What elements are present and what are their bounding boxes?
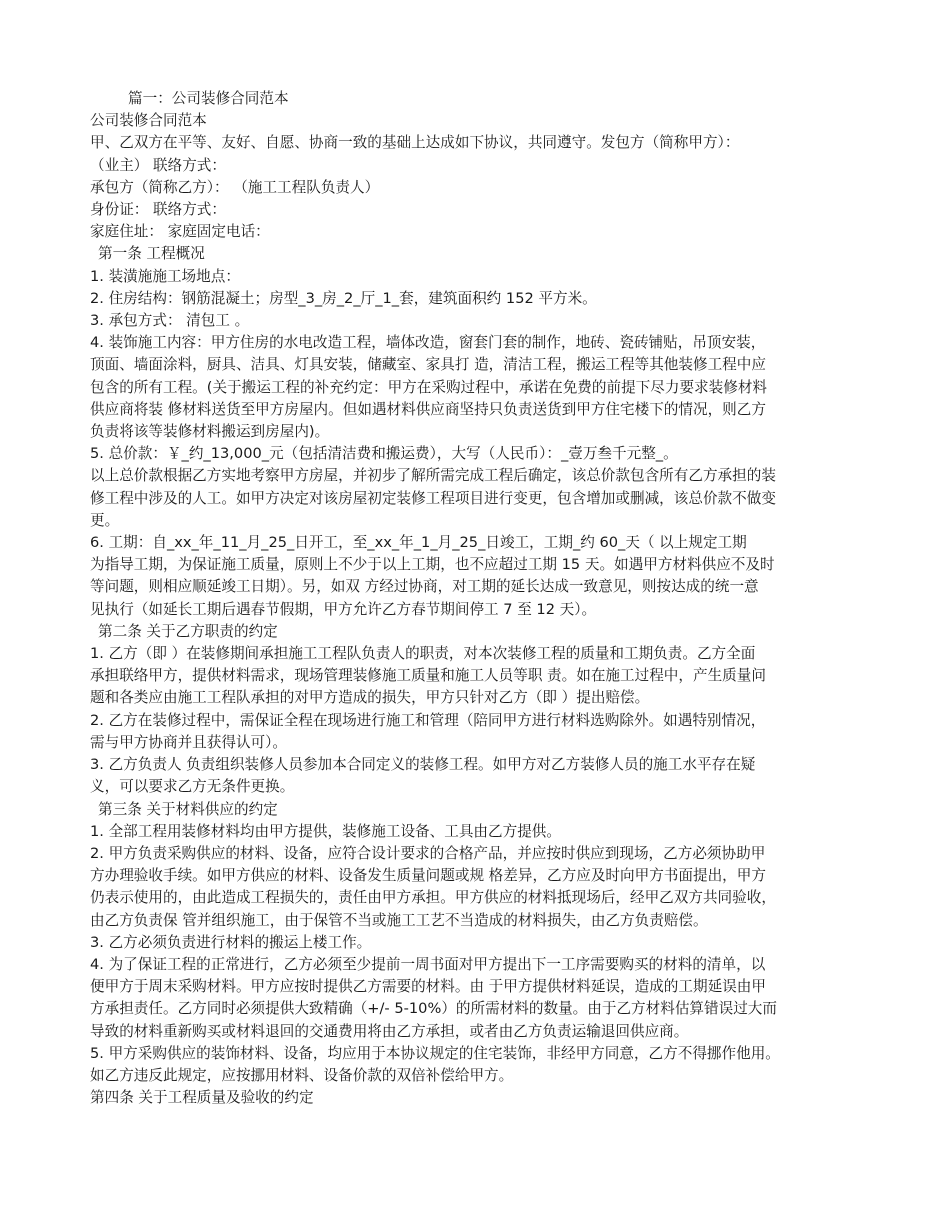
document-title: 公司装修合同范本 <box>90 112 207 130</box>
text-line: （业主） 联络方式： <box>90 156 226 174</box>
text-line: 包含的所有工程。(关于搬运工程的补充约定：甲方在采购过程中，承诺在免费的前提下尽力要求装修材料 <box>90 378 768 396</box>
text-line: 家庭住址： 家庭固定电话： <box>90 223 270 241</box>
text-line: 题和各类应由施工工程队承担的对甲方造成的损失，甲方只针对乙方（即 ）提出赔偿。 <box>90 689 650 707</box>
text-line: 2. 甲方负责采购供应的材料、设备，应符合设计要求的合格产品，并应按时供应到现场，乙方必须协助甲 <box>90 844 766 862</box>
text-line: 仍表示使用的，由此造成工程损失的，责任由甲方承担。甲方供应的材料抵现场后，经甲乙双方共同验收， <box>90 889 776 907</box>
article-heading: 第三条 关于材料供应的约定 <box>98 800 278 818</box>
article-heading: 第一条 工程概况 <box>98 245 205 263</box>
contract-document <box>90 88 872 1109</box>
text-line: 修工程中涉及的人工。如甲方决定对该房屋初定装修工程项目进行变更，包含增加或删减，该总价款不做变 <box>90 489 776 507</box>
text-line: 2. 乙方在装修过程中，需保证全程在现场进行施工和管理（陪同甲方进行材料选购除外。如遇特别情况， <box>90 711 766 729</box>
text-line: 见执行（如延长工期后遇春节假期，甲方允许乙方春节期间停工 7 至 12 天）。 <box>90 600 597 618</box>
text-line: 甲、乙双方在平等、友好、自愿、协商一致的基础上达成如下协议，共同遵守。发包方（简称甲方）： <box>90 134 740 152</box>
text-line: 方承担责任。乙方同时必须提供大致精确（+/- 5-10%）的所需材料的数量。由于乙方材料估算错误过大而 <box>90 1000 777 1018</box>
text-line: 便甲方于周末采购材料。甲方应按时提供乙方需要的材料。由 于甲方提供材料延误，造成的工期延误由甲 <box>90 978 766 996</box>
text-line: 以上总价款根据乙方实地考察甲方房屋，并初步了解所需完成工程后确定，该总价款包含所有乙方承担的装 <box>90 467 776 485</box>
article-heading: 第四条 关于工程质量及验收的约定 <box>90 1089 314 1107</box>
text-line: 3. 乙方必须负责进行材料的搬运上楼工作。 <box>90 933 372 951</box>
text-line: 供应商将装 修材料送货至甲方房屋内。但如遇材料供应商坚持只负责送货到甲方住宅楼下的情况，则乙方 <box>90 400 766 418</box>
text-line: 方办理验收手续。如甲方供应的材料、设备发生质量问题或规 格差异，乙方应及时向甲方书面提出，甲方 <box>90 867 766 885</box>
text-line: 6. 工期：自_xx_年_11_月_25_日开工，至_xx_年_1_月_25_日竣工，工期_约 60_天（ 以上规定工期 <box>90 534 747 552</box>
text-line: 5. 总价款：￥_约_13,000_元（包括清洁费和搬运费），大写（人民币）：_壹万叁千元整_。 <box>90 445 678 463</box>
text-line: 承担联络甲方，提供材料需求，现场管理装修施工质量和施工人员等职 责。如在施工过程中，产生质量问 <box>90 667 766 685</box>
text-line: 更。 <box>90 511 120 529</box>
text-line: 3. 乙方负责人 负责组织装修人员参加本合同定义的装修工程。如甲方对乙方装修人员的施工水平存在疑 <box>90 756 756 774</box>
text-line: 4. 装饰施工内容：甲方住房的水电改造工程，墙体改造，窗套门套的制作，地砖、瓷砖铺贴，吊顶安装， <box>90 334 766 352</box>
text-line: 等问题，则相应顺延竣工日期）。另，如双 方经过协商，对工期的延长达成一致意见，则按达成的统一意 <box>90 578 759 596</box>
text-line: 义，可以要求乙方无条件更换。 <box>90 778 295 796</box>
text-line: 5. 甲方采购供应的装饰材料、设备，均应用于本协议规定的住宅装饰，非经甲方同意，乙方不得挪作他用。 <box>90 1044 780 1062</box>
text-line: 1. 乙方（即 ）在装修期间承担施工工程队负责人的职责，对本次装修工程的质量和工期负责。乙方全面 <box>90 645 756 663</box>
article-heading: 第二条 关于乙方职责的约定 <box>98 622 278 640</box>
text-line: 3. 承包方式： 清包工 。 <box>90 312 250 330</box>
text-line: 由乙方负责保 管并组织施工，由于保管不当或施工工艺不当造成的材料损失，由乙方负责赔偿。 <box>90 911 708 929</box>
text-line: 1. 全部工程用装修材料均由甲方提供，装修施工设备、工具由乙方提供。 <box>90 822 561 840</box>
text-line: 承包方（简称乙方）： （施工工程队负责人） <box>90 178 380 196</box>
text-line: 为指导工期，为保证施工质量，原则上不少于以上工期，也不应超过工期 15 天。如遇甲方材料供应不及时 <box>90 556 775 574</box>
section-heading: 篇一：公司装修合同范本 <box>128 90 289 107</box>
text-line: 1. 装潢施施工场地点： <box>90 267 240 285</box>
text-line: 2. 住房结构：钢筋混凝土；房型_3_房_2_厅_1_套，建筑面积约 152 平方米。 <box>90 289 597 307</box>
text-line: 导致的材料重新购买或材料退回的交通费用将由乙方承担，或者由乙方负责运输退回供应商。 <box>90 1022 689 1040</box>
text-line: 负责将该等装修材料搬运到房屋内)。 <box>90 423 330 441</box>
text-line: 需与甲方协商并且获得认可）。 <box>90 733 288 751</box>
text-line: 如乙方违反此规定，应按挪用材料、设备价款的双倍补偿给甲方。 <box>90 1066 514 1084</box>
text-line: 顶面、墙面涂料，厨具、洁具、灯具安装，储藏室、家具打 造，清洁工程，搬运工程等其他装修工程中应 <box>90 356 766 374</box>
text-line: 4. 为了保证工程的正常进行，乙方必须至少提前一周书面对甲方提出下一工序需要购买的材料的清单，以 <box>90 955 766 973</box>
text-line: 身份证： 联络方式： <box>90 201 226 219</box>
